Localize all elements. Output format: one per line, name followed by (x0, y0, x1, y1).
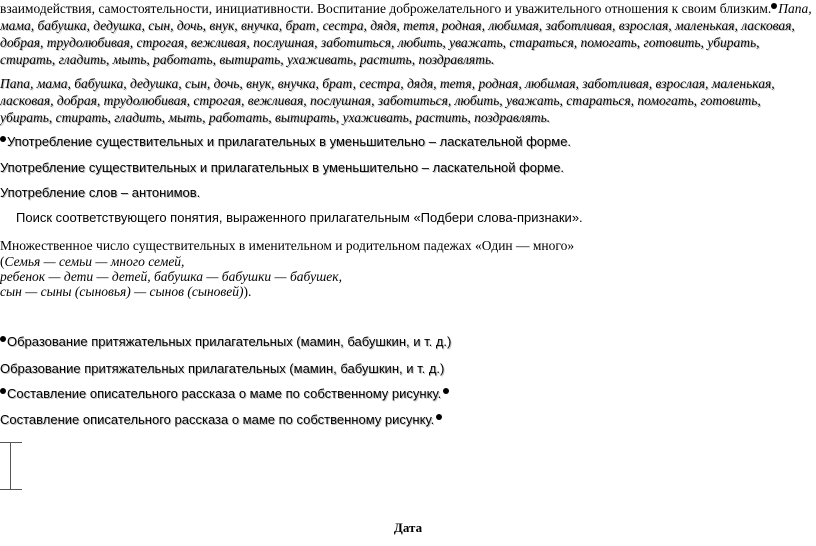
table-border-top (0, 442, 22, 443)
plural-title: Множественное число существительных в именительном и родительном падежах «Один — много» (0, 238, 575, 253)
plural-example-2: ребенок — дети — детей, бабушка — бабушки — бабушек, (0, 269, 342, 284)
story-item (0, 412, 443, 428)
date-label: Дата (393, 520, 423, 535)
possessive-bullet-text: Образование притяжательных прилагательных (мамин, бабушкин, и т. д.) (7, 334, 452, 349)
diminutive-bullet-text: Употребление существительных и прилагательных в уменьшительно – ласкательной форме. (7, 134, 572, 149)
bullet-icon (443, 388, 449, 394)
paren-close: ). (243, 284, 252, 299)
para2-line1: Папа, мама, бабушка, дедушка, сын, дочь, внук, внучка, брат, сестра, дядя, тетя, родная, любимая, заботливая, взрослая, маленькая, (0, 76, 775, 91)
para1-line4: стирать, гладить, мыть, работать, вытирать, ухаживать, растить, поздравлять. (0, 52, 495, 67)
story-bullet-text: Составление описательного рассказа о маме по собственному рисунку. (7, 386, 442, 401)
para1-line1 (0, 0, 812, 17)
para1-line1-italic: Папа, (778, 1, 812, 16)
bullet-icon (771, 3, 777, 9)
para2-line3: убирать, стирать, гладить, мыть, работать, вытирать, ухаживать, растить, поздравлять. (0, 110, 551, 125)
para1-line2: мама, бабушка, дедушка, сын, дочь, внук, внучка, брат, сестра, дядя, тетя, родная, любимая, заботливая, взрослая, маленькая, ласковая, (0, 18, 795, 33)
bullet-icon (0, 388, 6, 394)
table-border-left (10, 443, 11, 489)
para2-line2: ласковая, добрая, трудолюбивая, строгая, вежливая, послушная, заботиться, любить, уважать, стараться, помогать, готовить, (0, 93, 761, 108)
search-item: Поиск соответствующего понятия, выраженного прилагательным «Подбери слова-признаки». (16, 210, 583, 225)
table-border-bottom (0, 489, 22, 490)
paren-open: ( (0, 254, 5, 269)
antonyms-item: Употребление слов – антонимов. (0, 185, 201, 200)
bullet-icon (436, 414, 442, 420)
plural-example-3-text: сын — сыны (сыновья) — сынов (сыновей) (0, 284, 244, 299)
para1-line3: добрая, трудолюбивая, строгая, вежливая, послушная, заботиться, любить, уважать, стараться, помогать, готовить, убирать, (0, 35, 760, 50)
para1-line1-text: взаимодействия, самостоятельности, инициативности. Воспитание доброжелательного и уважительного отношения к своим близким. (0, 1, 772, 16)
plural-example-3 (0, 283, 251, 300)
diminutive-item: Употребление существительных и прилагательных в уменьшительно – ласкательной форме. (0, 160, 565, 175)
story-bullet-item (0, 386, 450, 402)
story-text: Составление описательного рассказа о маме по собственному рисунку. (0, 412, 435, 427)
possessive-item: Образование притяжательных прилагательных (мамин, бабушкин, и т. д.) (0, 361, 445, 376)
bullet-icon (0, 336, 6, 342)
possessive-bullet-item (0, 334, 451, 350)
plural-example-1-text: Семья — семьи — много семей, (4, 254, 185, 269)
bullet-icon (0, 136, 6, 142)
diminutive-bullet-item (0, 134, 571, 150)
